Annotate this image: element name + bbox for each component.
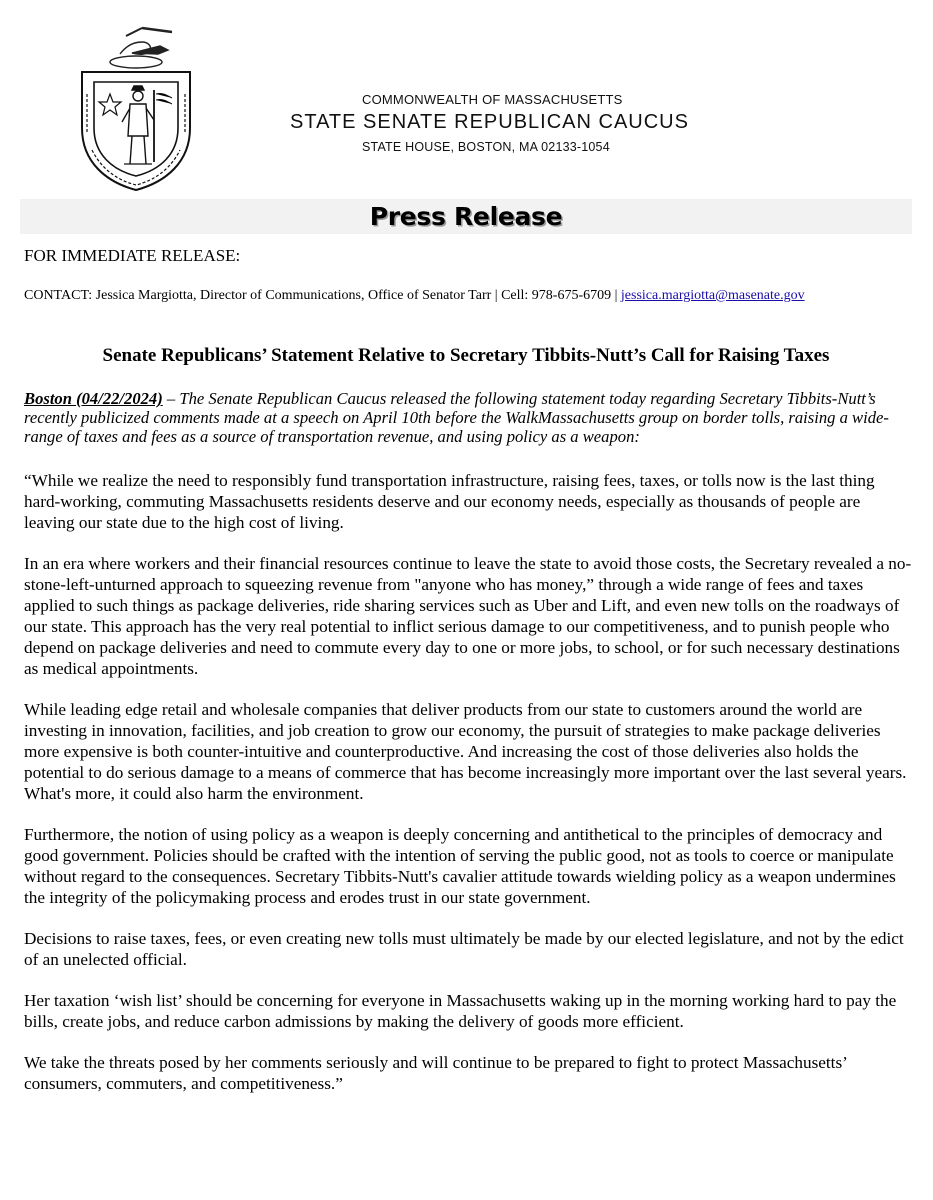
letterhead-address: STATE HOUSE, BOSTON, MA 02133-1054 xyxy=(362,140,610,154)
statement-paragraph: Decisions to raise taxes, fees, or even creating new tolls must ultimately be made by our elected legislature, and not by the edict of an unelected official. xyxy=(24,929,904,969)
letterhead-commonwealth: COMMONWEALTH OF MASSACHUSETTS xyxy=(362,92,623,107)
banner-title: Press Release xyxy=(369,202,563,231)
statement-paragraph: While leading edge retail and wholesale companies that deliver products from our state to customers around the world are investing in innovation, facilities, and job creation to grow our economy, the pursuit of strategies to make package deliveries more expensive is both counter-intuitive and counterproductive. And increasing the cost of those deliveries also holds the potential to do serious damage to a means of commerce that has become increasingly more important over the last several years. What's more, it could also harm the environment. xyxy=(24,700,907,803)
headline: Senate Republicans’ Statement Relative to Secretary Tibbits-Nutt’s Call for Raising Taxes xyxy=(102,345,830,366)
lead-paragraph xyxy=(24,389,914,446)
statement-paragraph: In an era where workers and their financial resources continue to leave the state to avoid those costs, the Secretary revealed a no-stone-left-unturned approach to squeezing revenue from "anyone who has money,” through a wide range of fees and taxes applied to such things as package deliveries, ride sharing services such as Uber and Lift, and even new tolls on the roadways of our state. This approach has the very real potential to inflict serious damage to our competitiveness, and to punish people who depend on package deliveries and need to commute every day to one or more jobs, to school, or for such necessary destinations as medical appointments. xyxy=(24,554,912,678)
press-release-banner xyxy=(20,199,912,234)
contact-email-link[interactable]: jessica.margiotta@masenate.gov xyxy=(620,288,805,303)
letterhead xyxy=(290,92,689,154)
lead-text: – The Senate Republican Caucus released the following statement today regarding Secretary Tibbits-Nutt’s recently publicized comments made at a speech on April 10th before the WalkMassachusetts group on border tolls, raising a wide-range of taxes and fees as a source of transportation revenue, and using policy as a weapon: xyxy=(24,389,889,446)
immediate-release-label: FOR IMMEDIATE RELEASE: xyxy=(24,246,241,265)
statement-paragraph: “While we realize the need to responsibly fund transportation infrastructure, raising fees, taxes, or tolls now is the last thing hard-working, commuting Massachusetts residents deserve and our economy needs, especially as thousands of people are leaving our state due to the high cost of living. xyxy=(24,471,875,532)
contact-text: CONTACT: Jessica Margiotta, Director of Communications, Office of Senator Tarr | Cell: 978-675-6709 | xyxy=(24,288,621,303)
contact-line xyxy=(24,288,805,304)
statement-paragraph: Her taxation ‘wish list’ should be concerning for everyone in Massachusetts waking up in the morning working hard to pay the bills, create jobs, and reduce carbon admissions by making the delivery of goods more efficient. xyxy=(24,991,897,1031)
statement-body xyxy=(24,470,914,1114)
statement-paragraph: We take the threats posed by her comments seriously and will continue to be prepared to fight to protect Massachusetts’ consumers, commuters, and competitiveness.” xyxy=(24,1053,847,1093)
letterhead-caucus: STATE SENATE REPUBLICAN CAUCUS xyxy=(290,111,689,133)
massachusetts-seal-logo xyxy=(68,24,204,196)
dateline: Boston (04/22/2024) xyxy=(24,389,163,408)
statement-paragraph: Furthermore, the notion of using policy as a weapon is deeply concerning and antithetical to the principles of democracy and good government. Policies should be crafted with the intention of serving the public good, not as tools to coerce or manipulate without regard to the consequences. Secretary Tibbits-Nutt's cavalier attitude towards wielding policy as a weapon undermines the integrity of the policymaking process and erodes trust in our state government. xyxy=(24,825,896,907)
